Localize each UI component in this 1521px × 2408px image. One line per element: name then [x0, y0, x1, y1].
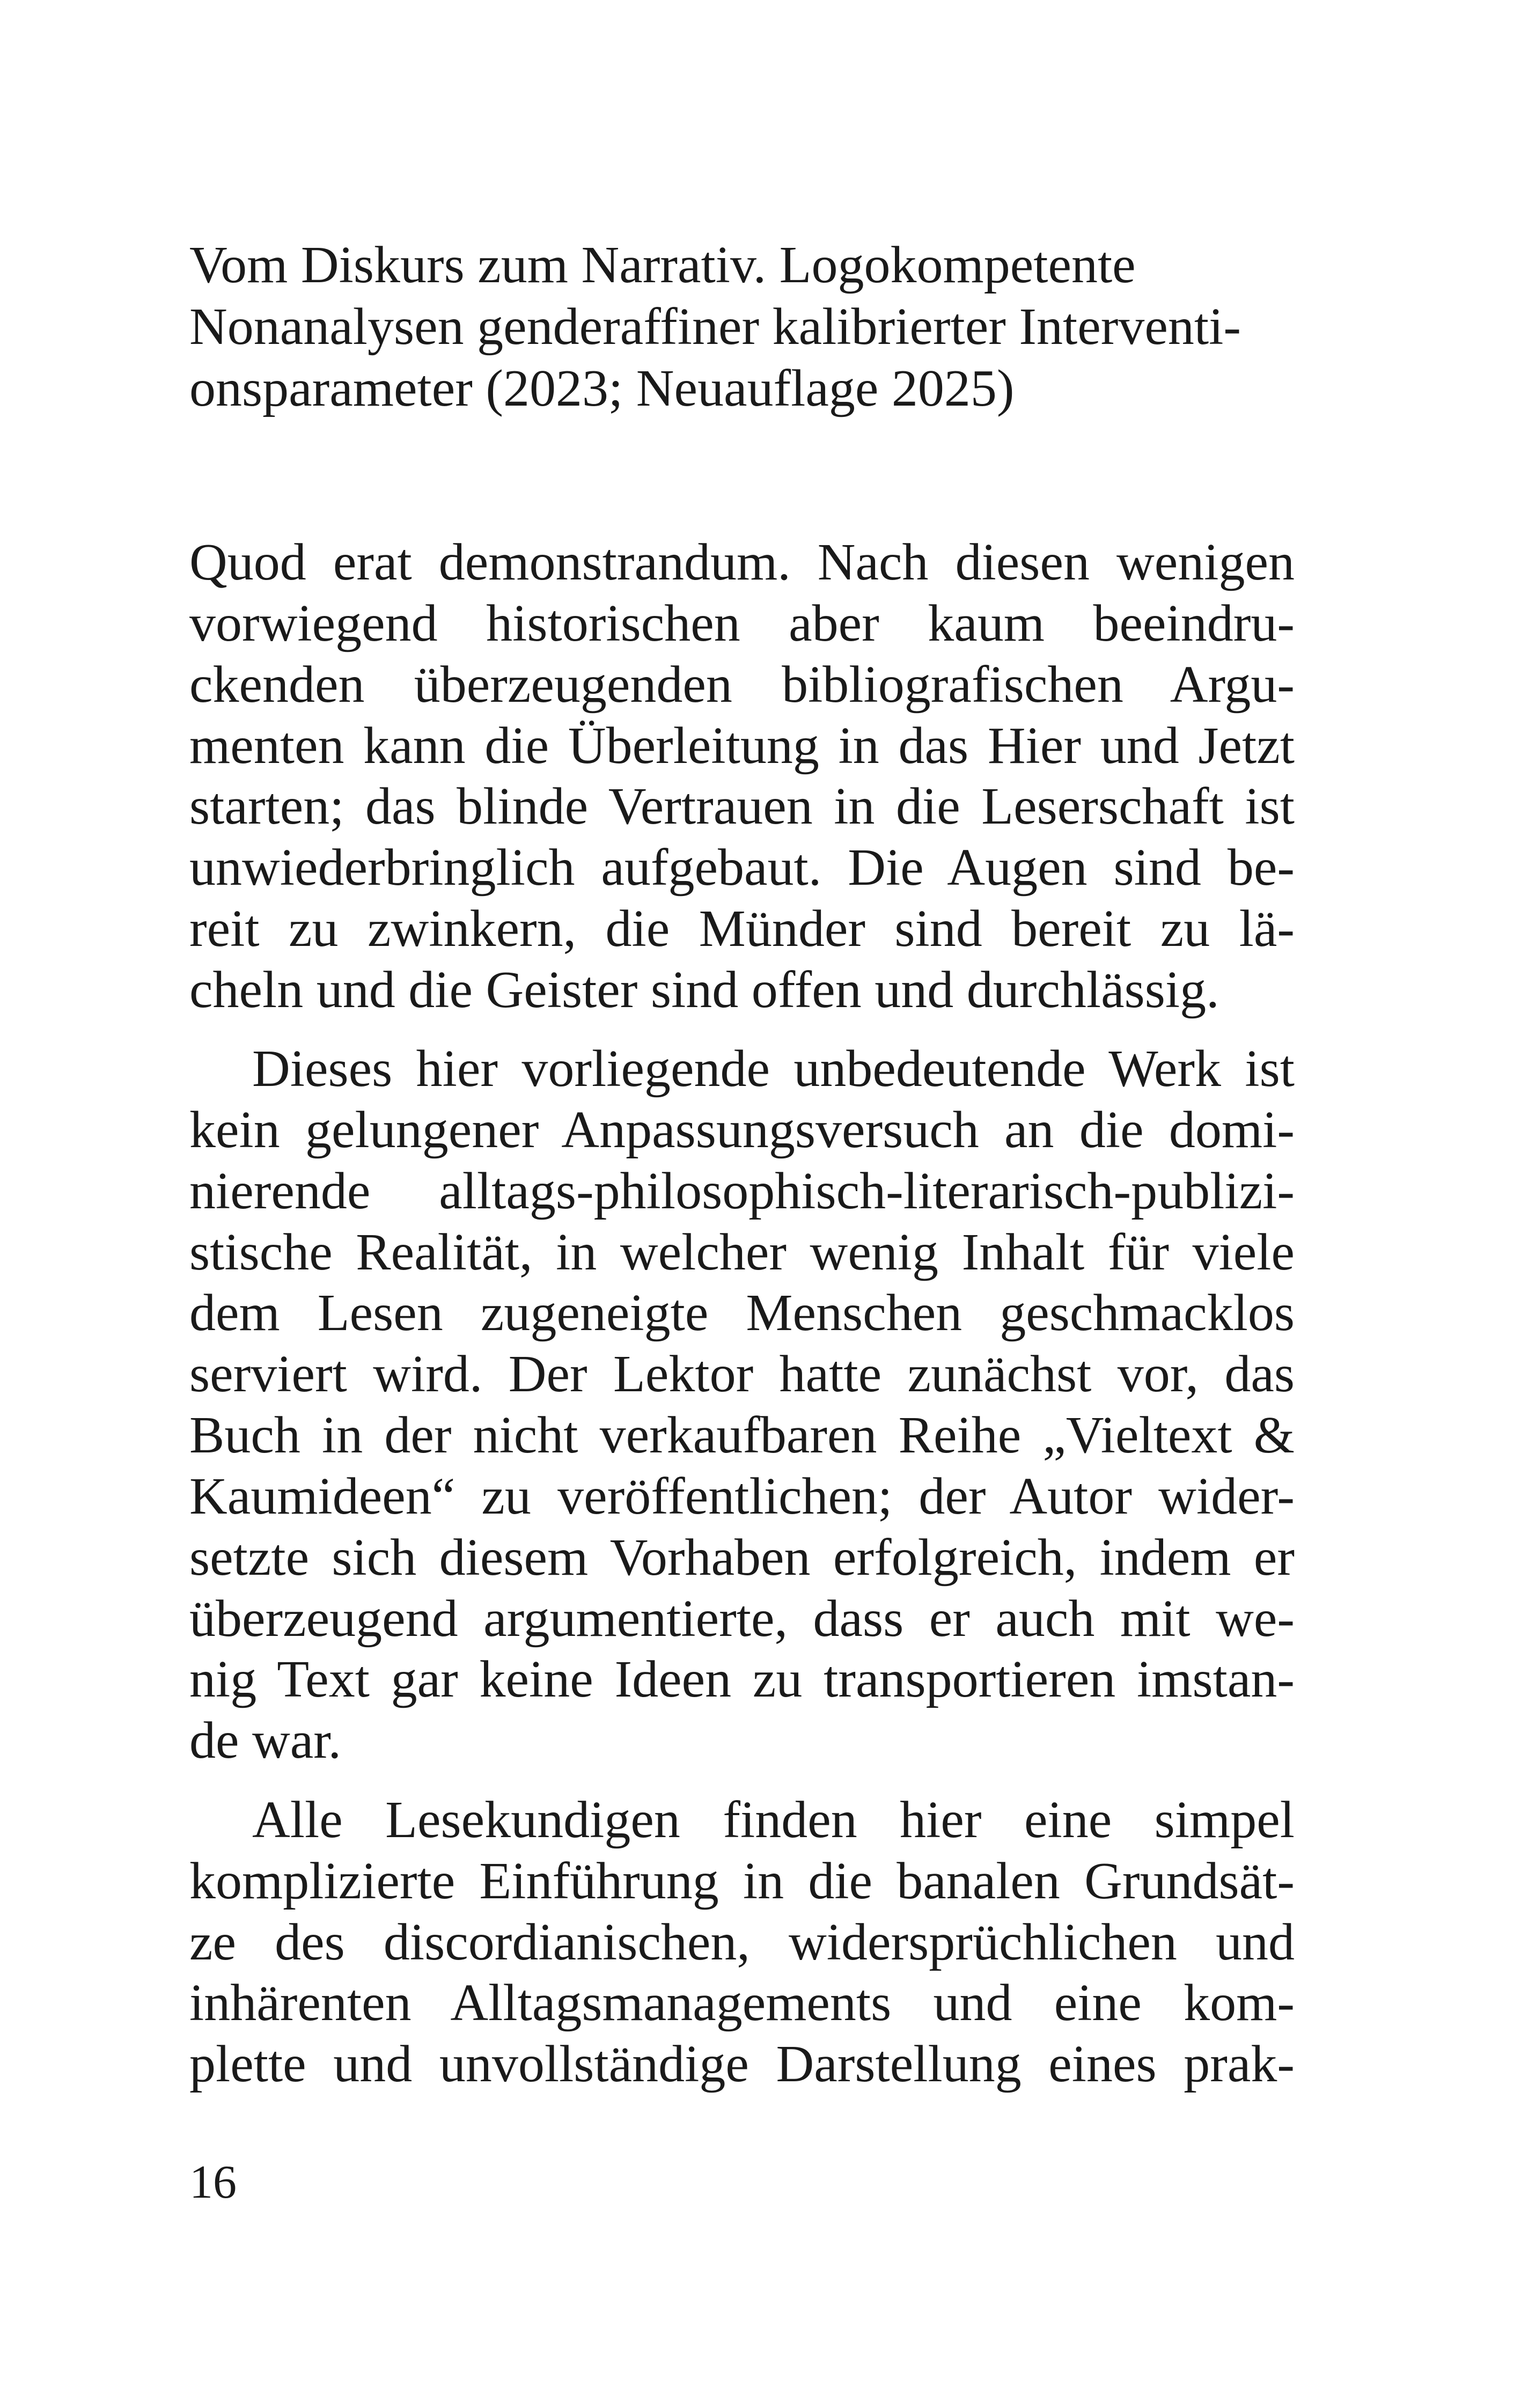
text-line: inhärenten Alltagsmanagements und eine kom-	[189, 1974, 1295, 2032]
text-line: überzeugend argumentierte, dass er auch mit we-	[189, 1590, 1295, 1648]
page-number: 16	[189, 2156, 237, 2208]
text-line: serviert wird. Der Lektor hatte zunächst vor, das	[189, 1345, 1295, 1403]
text-line: ze des discordianischen, widersprüchlichen und	[189, 1913, 1295, 1971]
text-line: reit zu zwinkern, die Münder sind bereit zu lä-	[189, 900, 1295, 958]
text-line: Quod erat demonstrandum. Nach diesen wenigen	[189, 533, 1295, 591]
text-line: cheln und die Geister sind offen und durchlässig.	[189, 961, 1219, 1019]
text-line: nierende alltags-philosophisch-literarisch-publizi-	[189, 1162, 1295, 1220]
text-line: Alle Lesekundigen finden hier eine simpel	[252, 1791, 1295, 1849]
text-line: Dieses hier vorliegende unbedeutende Werk ist	[252, 1040, 1295, 1098]
text-line: unwiederbringlich aufgebaut. Die Augen sind be-	[189, 839, 1295, 897]
text-line: setzte sich diesem Vorhaben erfolgreich, indem er	[189, 1529, 1295, 1587]
text-line: de war.	[189, 1712, 341, 1770]
text-line: starten; das blinde Vertrauen in die Leserschaft ist	[189, 777, 1295, 835]
text-line: ckenden überzeugenden bibliografischen Argu-	[189, 656, 1295, 714]
text-line: menten kann die Überleitung in das Hier und Jetzt	[189, 717, 1295, 775]
text-line: stische Realität, in welcher wenig Inhalt für viele	[189, 1223, 1295, 1281]
text-line: vorwiegend historischen aber kaum beeindru-	[189, 594, 1295, 652]
heading-line: Vom Diskurs zum Narrativ. Logokompetente	[189, 236, 1136, 294]
text-line: Kaumideen“ zu veröffentlichen; der Autor wider-	[189, 1467, 1295, 1525]
text-line: Buch in der nicht verkaufbaren Reihe „Vieltext &	[189, 1406, 1295, 1464]
heading-line: onsparameter (2023; Neuauflage 2025)	[189, 359, 1015, 417]
heading-line: Nonanalysen genderaffiner kalibrierter Interventi-	[189, 298, 1241, 356]
text-line: dem Lesen zugeneigte Menschen geschmacklos	[189, 1284, 1295, 1342]
text-line: komplizierte Einführung in die banalen Grundsät-	[189, 1852, 1295, 1910]
text-line: nig Text gar keine Ideen zu transportieren imstan-	[189, 1650, 1295, 1708]
text-line: kein gelungener Anpassungsversuch an die domi-	[189, 1101, 1295, 1159]
text-line: plette und unvollständige Darstellung eines prak-	[189, 2035, 1295, 2093]
